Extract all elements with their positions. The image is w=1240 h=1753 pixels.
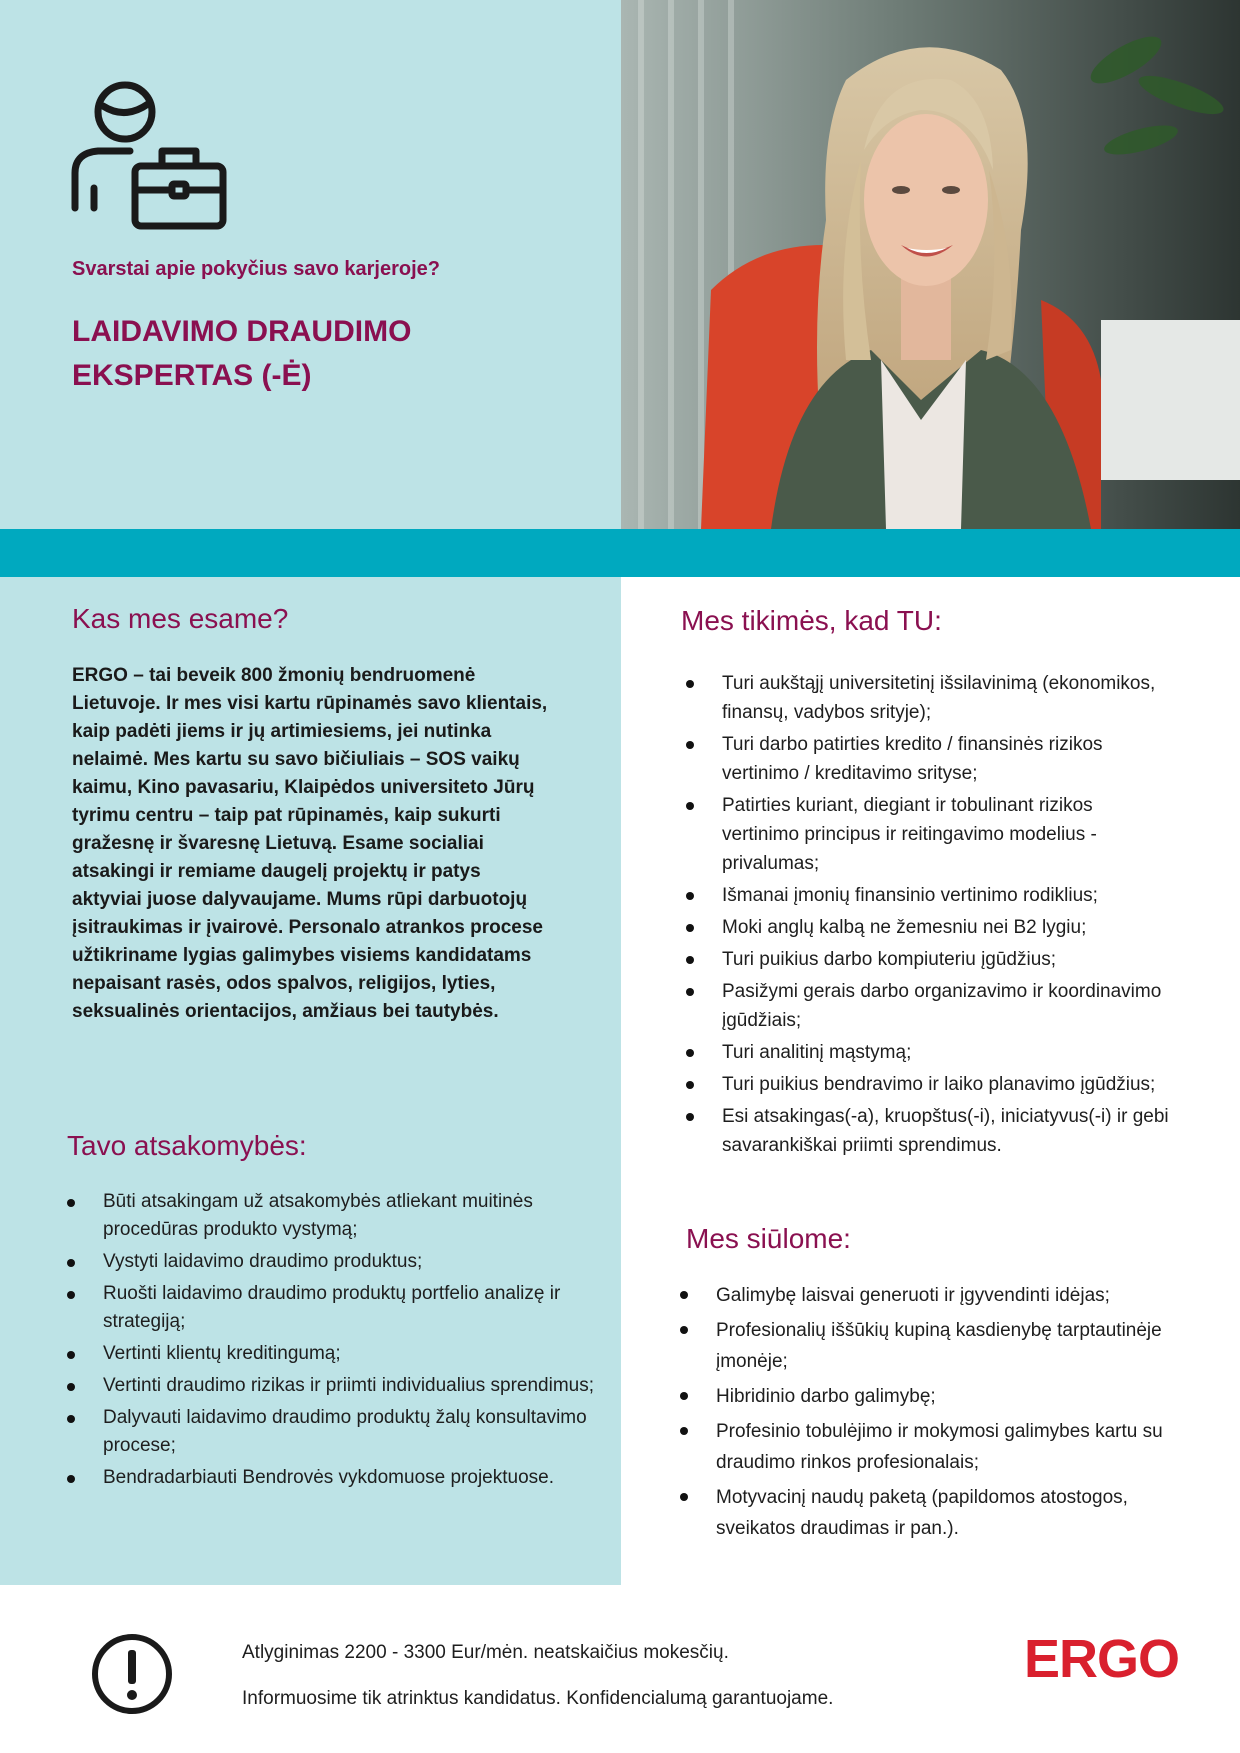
responsibilities-heading: Tavo atsakomybės:	[67, 1130, 307, 1161]
exclamation-circle-icon	[90, 1632, 174, 1716]
about-text: ERGO – tai beveik 800 žmonių bendruomenė Lietuvoje. Ir mes visi kartu rūpinamės savo klientais, kaip padėti jiems ir jų artimiesiems, jei nutinka nelaimė. Mes kartu su savo bičiuliais – SOS vaikų kaimu, Kino pavasariu, Klaipėdos universiteto Jūrų tyrimu centru – taip pat rūpinamės, kaip sukurti gražesnę ir švaresnę Lietuvą. Esame socialiai atsakingi ir remiame daugelį projektų ir patys aktyviai juose dalyvaujame. Mums rūpi darbuotojų įsitraukimas ir įvairovė. Personalo atrankos procese užtikriname lygias galimybes visiems kandidatams nepaisant rasės, odos spalvos, religijos, lyties, seksualinės orientacijos, amžiaus bei tautybės.	[72, 665, 548, 1022]
list-item: Profesionalių iššūkių kupiną kasdienybę tarptautinėje įmonėje;	[678, 1315, 1198, 1377]
list-item: Esi atsakingas(-a), kruopštus(-i), iniciatyvus(-i) ir gebi savarankiškai priimti sprendimus.	[684, 1102, 1174, 1160]
list-item: Hibridinio darbo galimybę;	[678, 1381, 1198, 1412]
list-item: Dalyvauti laidavimo draudimo produktų žalų konsultavimo procese;	[65, 1404, 605, 1460]
offer-heading: Mes siūlome:	[686, 1223, 851, 1254]
salary-text: Atlyginimas 2200 - 3300 Eur/mėn. neatskaičius mokesčių.	[242, 1642, 729, 1663]
list-item: Turi darbo patirties kredito / finansinės rizikos vertinimo / kreditavimo srityse;	[684, 730, 1174, 788]
about-heading: Kas mes esame?	[72, 603, 289, 634]
list-item: Būti atsakingam už atsakomybės atliekant muitinės procedūras produkto vystymą;	[65, 1188, 605, 1244]
job-title	[72, 310, 411, 398]
list-item: Turi puikius darbo kompiuteriu įgūdžius;	[684, 945, 1174, 974]
list-item: Vystyti laidavimo draudimo produktus;	[65, 1248, 605, 1276]
offer-list	[678, 1280, 1198, 1548]
list-item: Turi aukštąjį universitetinį išsilavinimą (ekonomikos, finansų, vadybos srityje);	[684, 669, 1174, 727]
list-item: Vertinti draudimo rizikas ir priimti individualius sprendimus;	[65, 1372, 605, 1400]
expectations-list	[684, 669, 1174, 1163]
list-item: Motyvacinį naudų paketą (papildomos atostogos, sveikatos draudimas ir pan.).	[678, 1482, 1198, 1544]
list-item: Moki anglų kalbą ne žemesniu nei B2 lygiu;	[684, 913, 1174, 942]
list-item: Pasižymi gerais darbo organizavimo ir koordinavimo įgūdžiais;	[684, 977, 1174, 1035]
smiling-woman-photo	[621, 0, 1240, 529]
list-item: Profesinio tobulėjimo ir mokymosi galimybes kartu su draudimo rinkos profesionalais;	[678, 1416, 1198, 1478]
list-item: Patirties kuriant, diegiant ir tobulinant rizikos vertinimo principus ir reitingavimo modelius - privalumas;	[684, 791, 1174, 878]
list-item: Bendradarbiauti Bendrovės vykdomuose projektuose.	[65, 1464, 605, 1492]
responsibilities-list	[65, 1188, 605, 1496]
expectations-heading: Mes tikimės, kad TU:	[681, 605, 942, 636]
list-item: Turi analitinį mąstymą;	[684, 1038, 1174, 1067]
selection-note: Informuosime tik atrinktus kandidatus. Konfidencialumą garantuojame.	[242, 1688, 834, 1709]
list-item: Turi puikius bendravimo ir laiko planavimo įgūdžius;	[684, 1070, 1174, 1099]
person-with-briefcase-icon	[70, 78, 230, 238]
list-item: Galimybę laisvai generuoti ir įgyvendinti idėjas;	[678, 1280, 1198, 1311]
job-title-line-1: LAIDAVIMO DRAUDIMO	[72, 315, 412, 348]
list-item: Vertinti klientų kreditingumą;	[65, 1340, 605, 1368]
job-title-line-2: EKSPERTAS (-Ė)	[72, 359, 312, 392]
career-change-kicker: Svarstai apie pokyčius savo karjeroje?	[72, 258, 440, 280]
list-item: Išmanai įmonių finansinio vertinimo rodiklius;	[684, 881, 1174, 910]
list-item: Ruošti laidavimo draudimo produktų portfelio analizę ir strategiją;	[65, 1280, 605, 1336]
teal-divider-band	[0, 529, 1240, 577]
ergo-logo: ERGO	[1024, 1629, 1180, 1689]
